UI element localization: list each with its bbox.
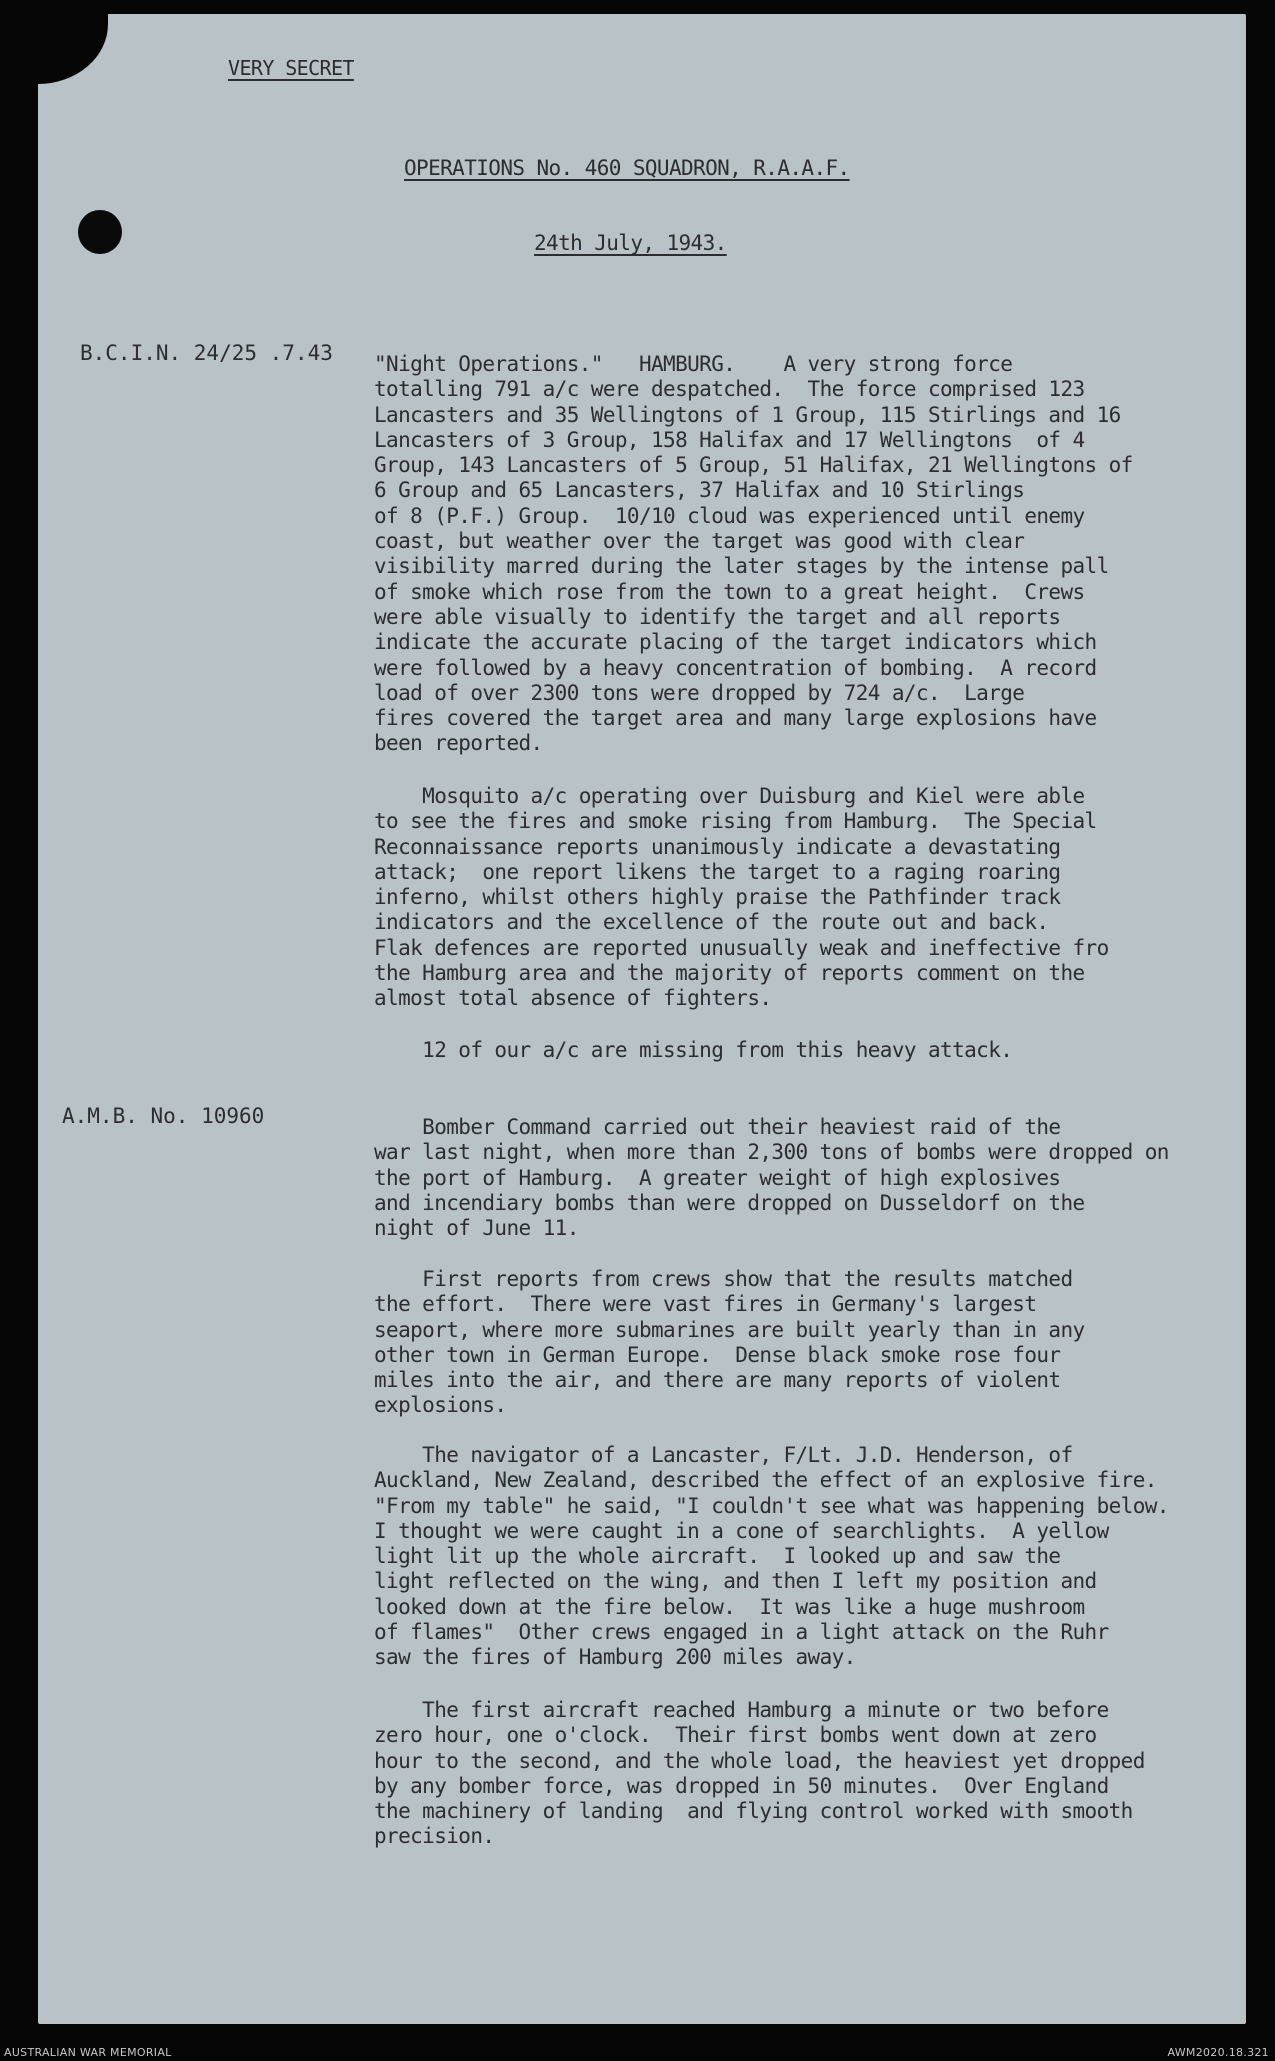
reference-bcin: B.C.I.N. 24/25 .7.43 — [80, 341, 333, 365]
footer-accession-number: AWM2020.18.321 — [1167, 2046, 1269, 2059]
paragraph-mosquito-reports: Mosquito a/c operating over Duisburg and Kiel were able to see the fires and smoke rising from Hamburg. The Special Reconnaissance reports unanimously indicate a devastating attack; one report likens the target to a raging roaring inferno, whilst others highly praise the Pathfinder track indicators and the excellence of the route out and back. Flak defences are reported unusually weak and ineffective fro the Hamburg area and the majority of reports comment on the almost total absence of fighters. — [374, 784, 1109, 1011]
paragraph-first-reports: First reports from crews show that the results matched the effort. There were vast fires in Germany's largest seaport, where more submarines are built yearly than in any other town in German Europe. Dense black smoke rose four miles into the air, and there are many reports of violent explosions. — [374, 1267, 1085, 1418]
document-title: OPERATIONS No. 460 SQUADRON, R.A.A.F. — [404, 156, 850, 180]
paragraph-navigator-account: The navigator of a Lancaster, F/Lt. J.D. Henderson, of Auckland, New Zealand, described the effect of an explosive fire. "From my table" he said, "I couldn't see what was happening below. I thought we were caught in a cone of searchlights. A yellow light lit up the whole aircraft. I looked up and saw the light reflected on the wing, and then I left my position and looked down at the fire below. It was like a huge mushroom of flames" Other crews engaged in a light attack on the Ruhr saw the fires of Hamburg 200 miles away. — [374, 1443, 1169, 1670]
paragraph-night-operations: "Night Operations." HAMBURG. A very strong force totalling 791 a/c were despatched. The force comprised 123 Lancasters and 35 Wellingtons of 1 Group, 115 Stirlings and 16 Lancasters of 3 Group, 158 Halifax and 17 Wellingtons of 4 Group, 143 Lancasters of 5 Group, 51 Halifax, 21 Wellingtons of 6 Group and 65 Lancasters, 37 Halifax and 10 Stirlings of 8 (P.F.) Group. 10/10 cloud was experienced until enemy coast, but weather over the target was good with clear visibility marred during the later stages by the intense pall of smoke which rose from the town to a great height. Crews were able visually to identify the target and all reports indicate the accurate placing of the target indicators which were followed by a heavy concentration of bombing. A record load of over 2300 tons were dropped by 724 a/c. Large fires covered the target area and many large explosions have been reported. — [374, 352, 1133, 756]
document-date: 24th July, 1943. — [534, 231, 727, 255]
footer-institution: AUSTRALIAN WAR MEMORIAL — [4, 2046, 172, 2059]
paragraph-missing-aircraft: 12 of our a/c are missing from this heavy attack. — [374, 1038, 1013, 1062]
punch-hole — [78, 210, 122, 254]
paragraph-bomber-command: Bomber Command carried out their heaviest raid of the war last night, when more than 2,300 tons of bombs were dropped on the port of Hamburg. A greater weight of high explosives and incendiary bombs than were dropped on Dusseldorf on the night of June 11. — [374, 1115, 1169, 1241]
paragraph-first-aircraft: The first aircraft reached Hamburg a minute or two before zero hour, one o'clock. Their first bombs went down at zero hour to the second, and the whole load, the heaviest yet dropped by any bomber force, was dropped in 50 minutes. Over England the machinery of landing and flying control worked with smooth precision. — [374, 1698, 1145, 1849]
classification-heading: VERY SECRET — [228, 56, 354, 80]
reference-amb: A.M.B. No. 10960 — [62, 1104, 265, 1128]
